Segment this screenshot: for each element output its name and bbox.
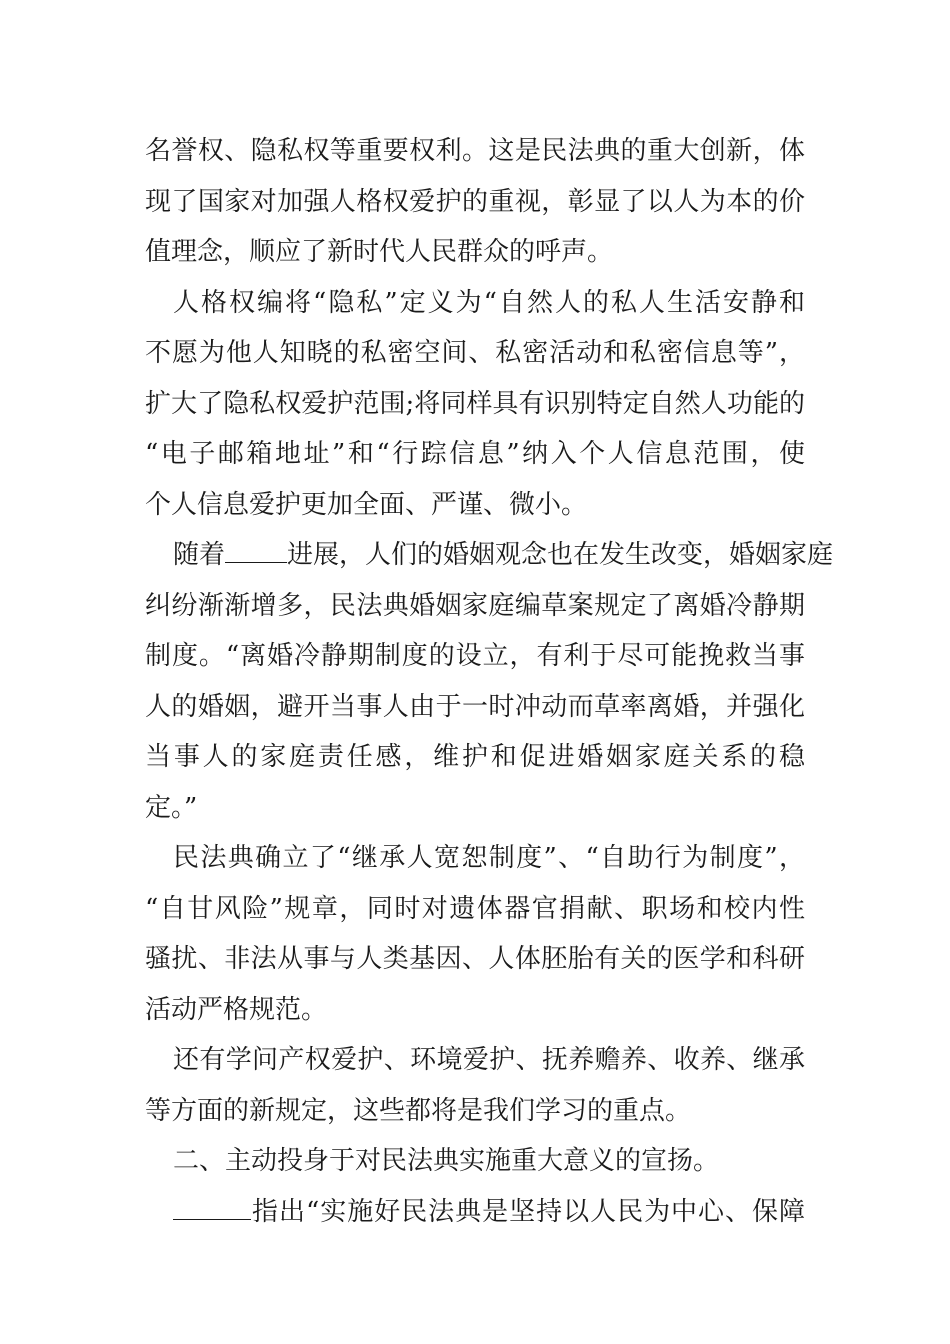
paragraph-3 <box>145 530 834 833</box>
paragraph-line: 人的婚姻，避开当事人由于一时冲动而草率离婚，并强化 <box>145 691 805 722</box>
paragraph-line: “自甘风险”规章，同时对遗体器官捐献、职场和校内性 <box>145 893 805 924</box>
section-heading-2 <box>145 1136 805 1187</box>
text-segment: 随着 <box>173 540 226 570</box>
paragraph-line: 当事人的家庭责任感，维护和促进婚姻家庭关系的稳 <box>145 742 805 772</box>
paragraph-line: 骚扰、非法从事与人类基因、人体胚胎有关的医学和科研 <box>145 944 805 974</box>
paragraph-1 <box>145 126 805 278</box>
paragraph-2 <box>145 278 805 531</box>
paragraph-line: 民法典确立了“继承人宽恕制度”、“自助行为制度”， <box>173 843 805 873</box>
paragraph-line: 个人信息爱护更加全面、严谨、微小。 <box>145 489 588 520</box>
paragraph-line: “电子邮箱地址”和“行踪信息”纳入个人信息范围，使 <box>145 439 805 469</box>
paragraph-line: 不愿为他人知晓的私密空间、私密活动和私密信息等”， <box>145 338 805 368</box>
paragraph-line: 定。” <box>145 792 198 823</box>
paragraph-line-with-blank <box>145 530 834 581</box>
paragraph-line: 制度。“离婚冷静期制度的设立，有利于尽可能挽救当事 <box>145 641 805 671</box>
paragraph-line: 纠纷渐渐增多，民法典婚姻家庭编草案规定了离婚冷静期 <box>145 590 805 621</box>
paragraph-line: 现了国家对加强人格权爱护的重视，彰显了以人为本的价 <box>145 186 805 217</box>
paragraph-4 <box>145 833 805 1035</box>
paragraph-line: 名誉权、隐私权等重要权利。这是民法典的重大创新，体 <box>145 136 805 166</box>
paragraph-5 <box>145 1035 805 1136</box>
fill-in-blank <box>225 532 287 563</box>
paragraph-6 <box>145 1187 805 1238</box>
paragraph-line: 等方面的新规定，这些都将是我们学习的重点。 <box>145 1095 692 1126</box>
fill-in-blank <box>173 1189 251 1220</box>
paragraph-line: 扩大了隐私权爱护范围;将同样具有识别特定自然人功能的 <box>145 388 805 419</box>
text-segment: 进展，人们的婚姻观念也在发生改变，婚姻家庭 <box>287 540 834 570</box>
document-page <box>145 126 834 1237</box>
paragraph-line: 活动严格规范。 <box>145 994 328 1025</box>
section-heading-text: 二、主动投身于对民法典实施重大意义的宣扬。 <box>173 1146 720 1176</box>
text-segment: 指出“实施好民法典是坚持以人民为中心、保障 <box>251 1196 805 1227</box>
paragraph-line-with-blank <box>145 1187 805 1238</box>
paragraph-line: 人格权编将“隐私”定义为“自然人的私人生活安静和 <box>173 287 805 318</box>
paragraph-line: 值理念，顺应了新时代人民群众的呼声。 <box>145 237 614 267</box>
paragraph-line: 还有学问产权爱护、环境爱护、抚养赡养、收养、继承 <box>173 1045 805 1075</box>
